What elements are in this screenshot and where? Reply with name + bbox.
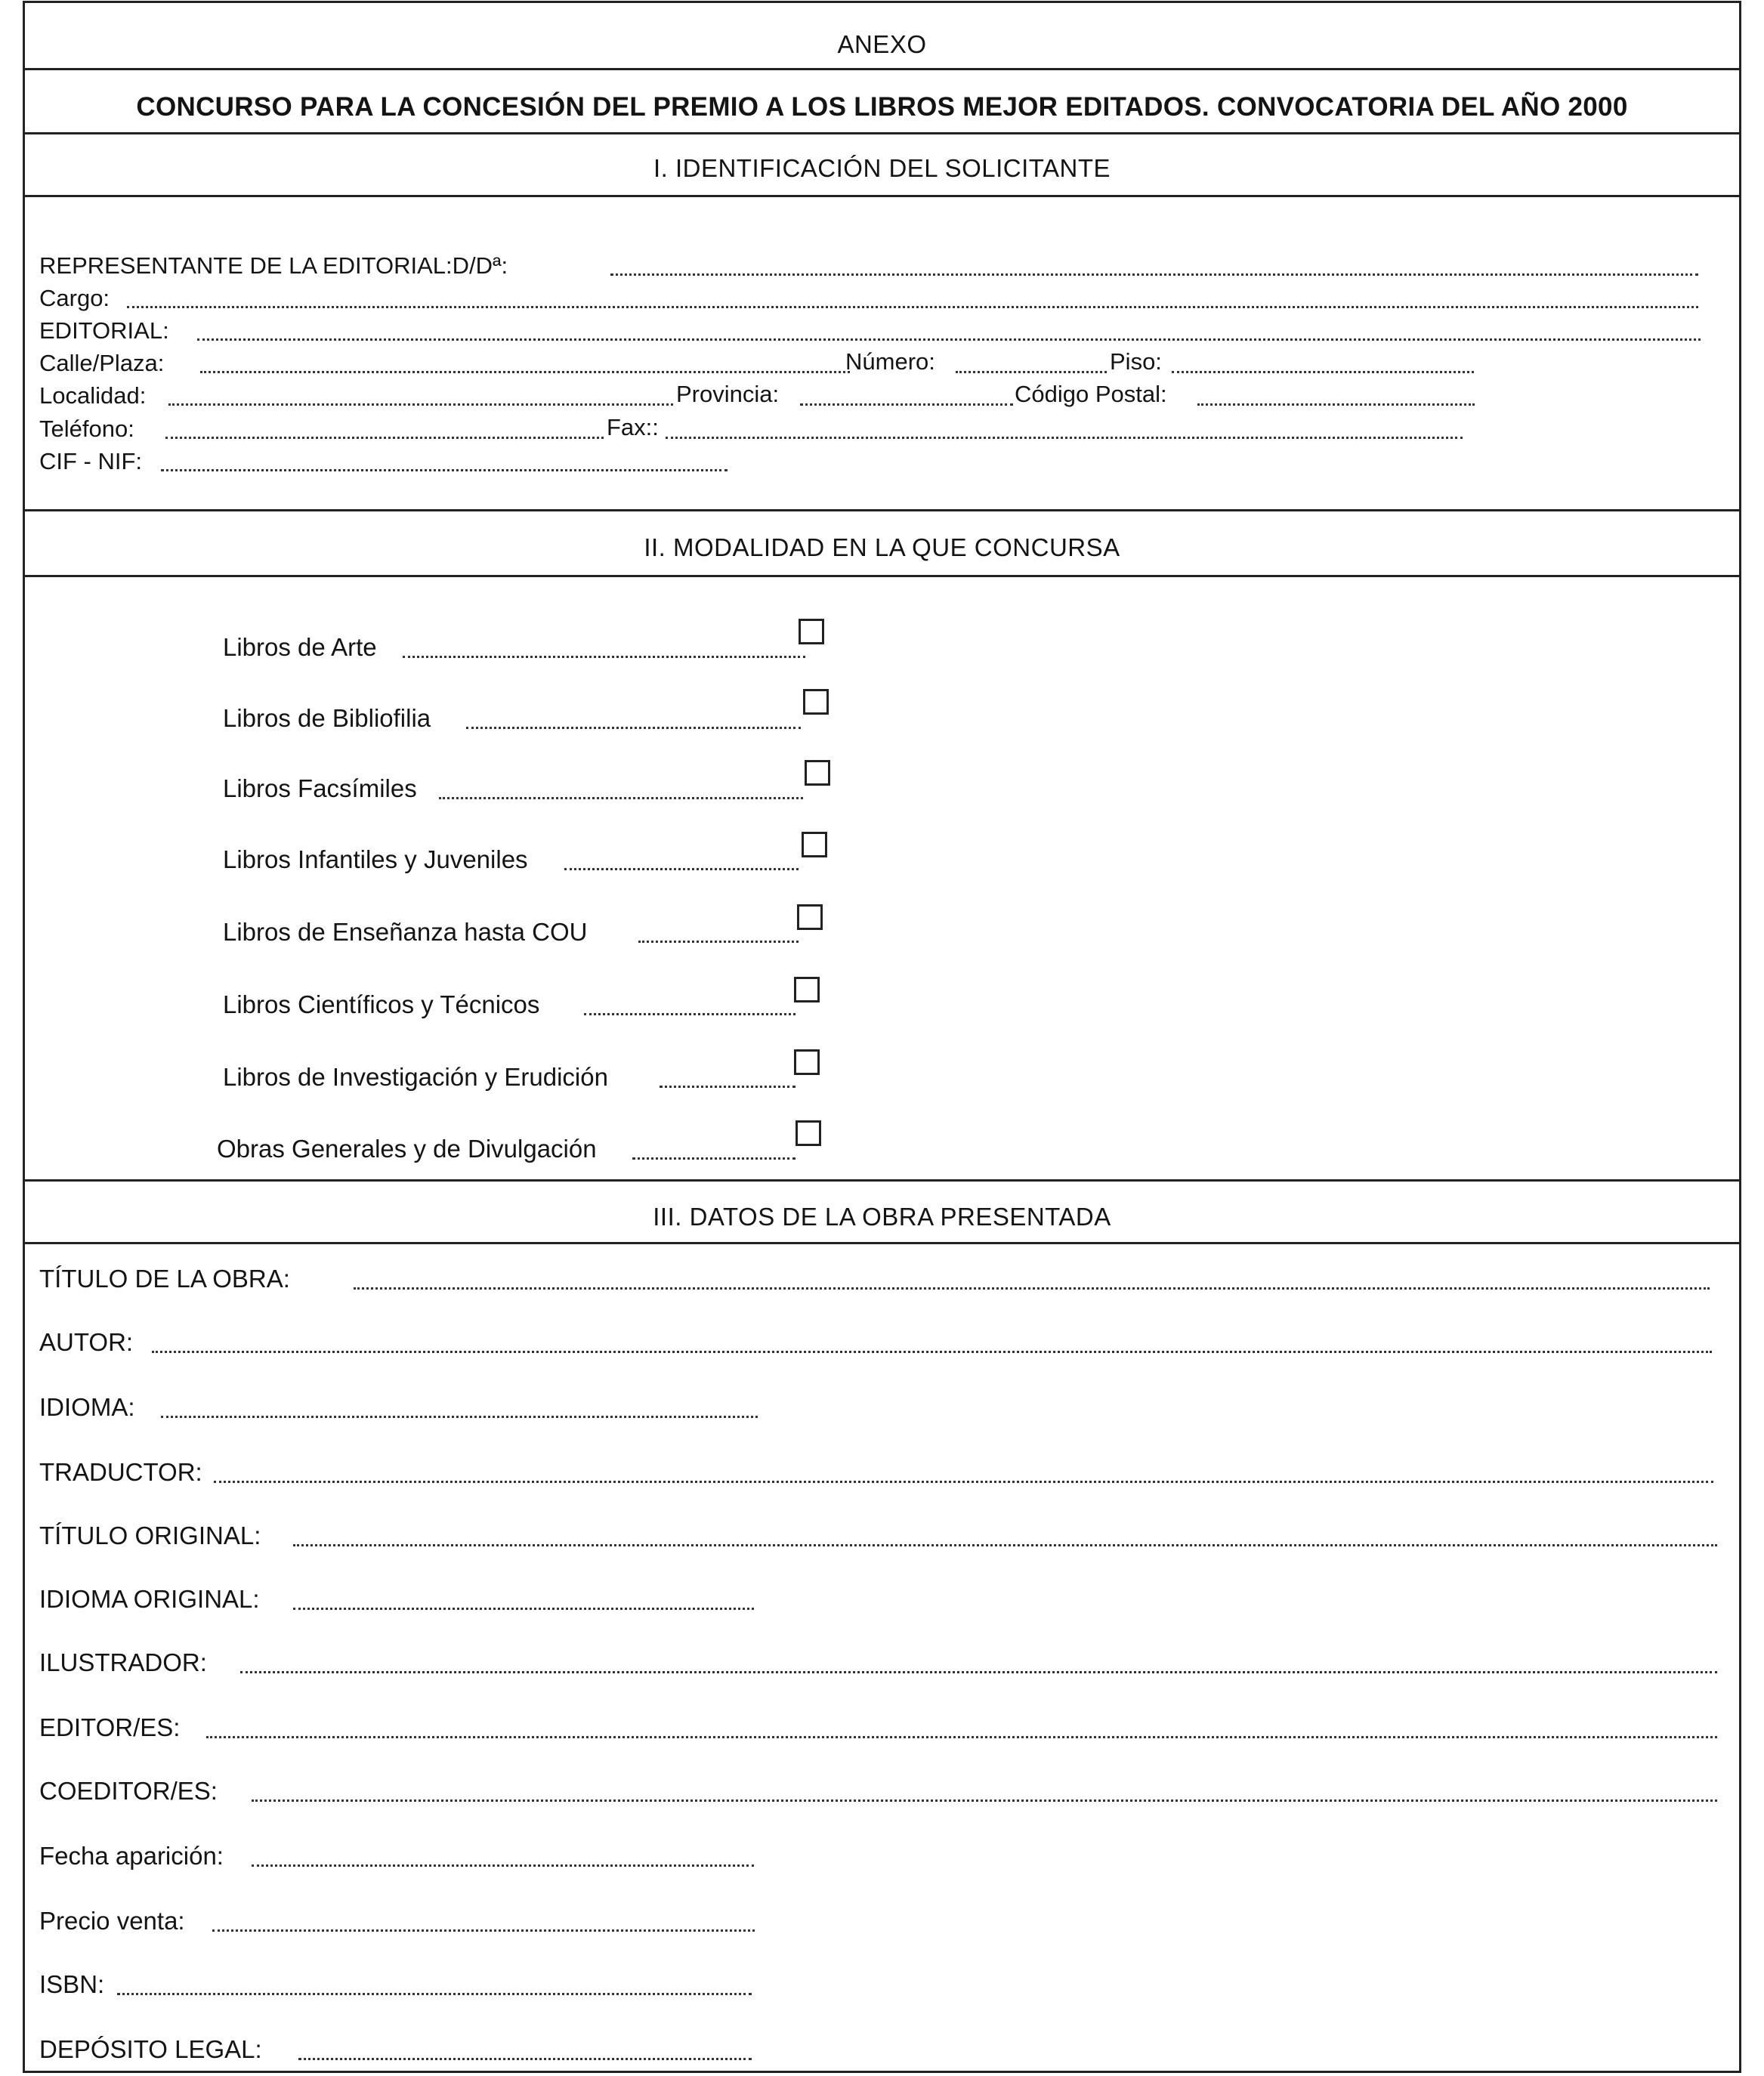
modalidad-label: Libros Infantiles y Juveniles	[223, 845, 528, 873]
field-label: Fecha aparición:	[39, 1842, 224, 1870]
field-label: TRADUCTOR:	[39, 1458, 202, 1486]
divider	[25, 575, 1739, 577]
isbn-input[interactable]	[117, 1993, 752, 1995]
deposito-legal-input[interactable]	[298, 2058, 752, 2060]
modalidad-checkbox-ensenanza[interactable]	[797, 904, 823, 930]
modalidad-checkbox-bibliofilia[interactable]	[803, 689, 829, 715]
calle-input[interactable]	[200, 371, 850, 373]
cargo-label: Cargo:	[39, 285, 110, 311]
field-label: ISBN:	[39, 1970, 105, 1998]
section-2-title: II. MODALIDAD EN LA QUE CONCURSA	[644, 533, 1120, 561]
modalidad-label: Libros Científicos y Técnicos	[223, 990, 540, 1018]
field-label: EDITOR/ES:	[39, 1713, 181, 1741]
idioma-original-input[interactable]	[293, 1608, 754, 1610]
editorial-input[interactable]	[197, 338, 1701, 341]
modalidad-label: Libros de Enseñanza hasta COU	[223, 918, 588, 946]
field-label: AUTOR:	[39, 1328, 134, 1356]
titulo-input[interactable]	[354, 1287, 1710, 1290]
provincia-input[interactable]	[800, 403, 1013, 406]
divider	[25, 132, 1739, 134]
cif-label: CIF - NIF:	[39, 448, 143, 474]
numero-input[interactable]	[956, 371, 1107, 373]
modalidad-leader	[403, 656, 805, 658]
editorial-label: EDITORIAL:	[39, 317, 169, 344]
modalidad-checkbox-infantiles[interactable]	[802, 832, 827, 857]
coeditores-input[interactable]	[252, 1800, 1717, 1802]
modalidad-leader	[638, 941, 799, 943]
modalidad-checkbox-divulgacion[interactable]	[795, 1120, 821, 1146]
traductor-input[interactable]	[214, 1481, 1713, 1483]
localidad-input[interactable]	[168, 403, 673, 406]
divider	[25, 1179, 1739, 1182]
divider	[25, 1242, 1739, 1244]
application-form	[23, 1, 1741, 2073]
form-title: CONCURSO PARA LA CONCESIÓN DEL PREMIO A LOS LIBROS MEJOR EDITADOS. CONVOCATORIA DEL AÑO 2000	[136, 92, 1628, 122]
cargo-input[interactable]	[127, 306, 1698, 308]
modalidad-label: Libros de Bibliofilia	[223, 704, 431, 732]
piso-label: Piso:	[1110, 348, 1162, 375]
field-label: COEDITOR/ES:	[39, 1777, 218, 1805]
telefono-label: Teléfono:	[39, 416, 134, 442]
cif-input[interactable]	[161, 469, 728, 471]
modalidad-label: Libros de Arte	[223, 633, 377, 661]
modalidad-leader	[466, 727, 801, 729]
modalidad-leader	[632, 1157, 795, 1160]
divider	[25, 68, 1739, 70]
telefono-input[interactable]	[165, 437, 604, 439]
field-label: TÍTULO DE LA OBRA:	[39, 1265, 290, 1293]
fecha-aparicion-input[interactable]	[252, 1864, 754, 1867]
codigo-postal-label: Código Postal:	[1015, 381, 1167, 407]
titulo-original-input[interactable]	[293, 1544, 1717, 1546]
localidad-label: Localidad:	[39, 382, 147, 409]
field-label: IDIOMA:	[39, 1393, 135, 1421]
divider	[25, 195, 1739, 197]
fax-label: Fax::	[607, 414, 659, 440]
modalidad-checkbox-investigacion[interactable]	[794, 1049, 820, 1075]
idioma-input[interactable]	[161, 1416, 758, 1418]
calle-label: Calle/Plaza:	[39, 350, 165, 376]
field-label: IDIOMA ORIGINAL:	[39, 1585, 260, 1613]
field-label: TÍTULO ORIGINAL:	[39, 1521, 261, 1549]
modalidad-leader	[564, 868, 799, 870]
field-label: ILUSTRADOR:	[39, 1648, 207, 1676]
section-1-title: I. IDENTIFICACIÓN DEL SOLICITANTE	[653, 154, 1111, 182]
field-label: Precio venta:	[39, 1907, 185, 1935]
modalidad-label: Obras Generales y de Divulgación	[217, 1135, 597, 1163]
modalidad-leader	[660, 1086, 795, 1088]
divider	[25, 509, 1739, 511]
autor-input[interactable]	[152, 1351, 1712, 1353]
fax-input[interactable]	[666, 437, 1463, 439]
numero-label: Número:	[845, 348, 935, 375]
representante-label: REPRESENTANTE DE LA EDITORIAL:D/Dª:	[39, 252, 508, 279]
piso-input[interactable]	[1172, 371, 1474, 373]
modalidad-label: Libros Facsímiles	[223, 774, 417, 802]
modalidad-checkbox-cientificos[interactable]	[794, 977, 820, 1002]
modalidad-leader	[439, 797, 803, 799]
editores-input[interactable]	[206, 1736, 1717, 1738]
anexo-heading: ANEXO	[837, 30, 927, 58]
modalidad-checkbox-arte[interactable]	[799, 619, 824, 644]
modalidad-label: Libros de Investigación y Erudición	[223, 1063, 608, 1091]
precio-venta-input[interactable]	[212, 1929, 755, 1932]
modalidad-leader	[584, 1013, 795, 1015]
field-label: DEPÓSITO LEGAL:	[39, 2035, 262, 2063]
modalidad-checkbox-facsimiles[interactable]	[805, 760, 830, 786]
provincia-label: Provincia:	[676, 381, 780, 407]
representante-input[interactable]	[610, 273, 1698, 276]
codigo-postal-input[interactable]	[1197, 403, 1475, 406]
ilustrador-input[interactable]	[240, 1671, 1717, 1673]
section-3-title: III. DATOS DE LA OBRA PRESENTADA	[653, 1203, 1111, 1231]
